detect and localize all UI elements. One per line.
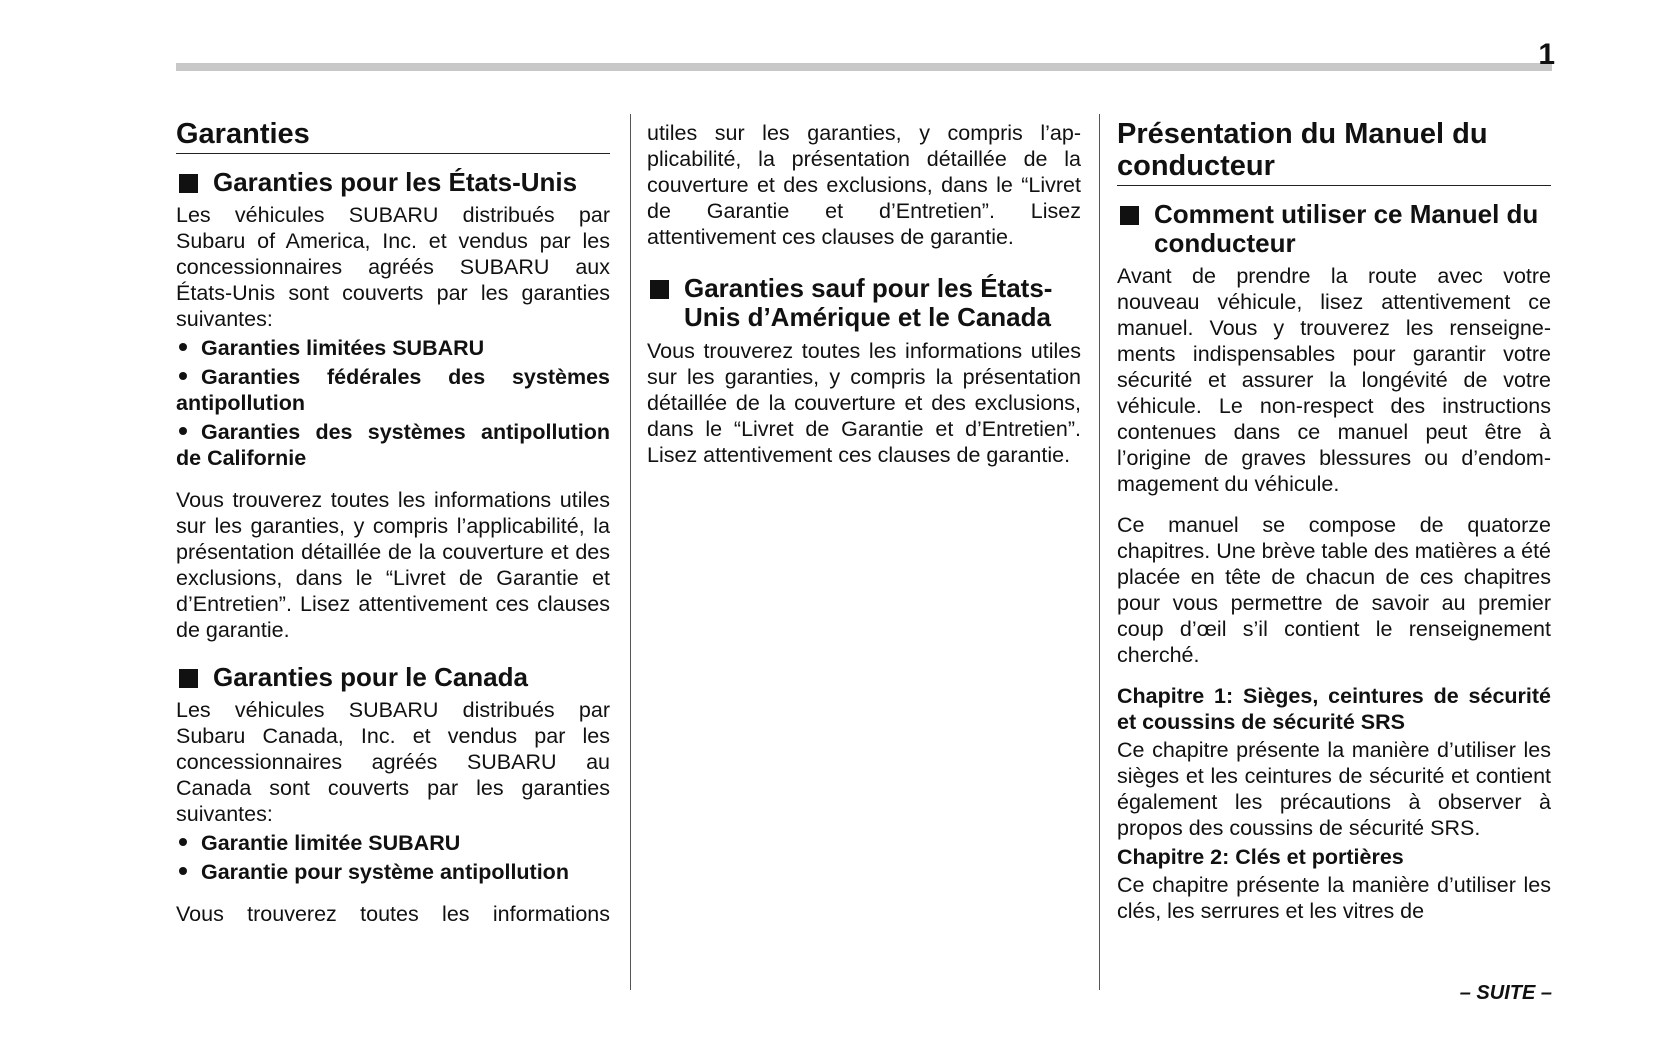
section-title-presentation: Présentation du Manuel du conducteur <box>1117 118 1551 186</box>
square-bullet-icon <box>179 669 198 688</box>
chapter-2-body: Ce chapitre présente la manière d’utiliser les clés, les serrures et les vitres de <box>1117 873 1551 923</box>
list-item: Garanties des systèmes antipollution de Californie <box>176 420 610 470</box>
us-info-paragraph: Vous trouverez toutes les informations utiles sur les garanties, y compris l’applicabilité, la présentation détaillée de la couverture et des exclusions, dans le “Livret de Garantie et d’Entretien”. Lisez attentivement ces clauses de garantie. <box>176 488 610 642</box>
howto-paragraph-1: Avant de prendre la route avec votre nouveau véhicule, lisez attentivement ce manuel. Vous y trouverez les renseignements indispensables pour garantir votre sécurité et assurer la longévité de votre véhicule. Le non-respect des instructions contenues dans ce manuel peut être à l’origine de graves blessures ou d’endommagement du véhicule. <box>1117 264 1551 496</box>
subsection-heading-howto <box>1117 200 1551 258</box>
us-intro-paragraph: Les véhicules SUBARU distribués par Subaru of America, Inc. et vendus par les concessionnaires agréés SUBARU aux États-Unis sont couverts par les garanties suivantes: <box>176 203 610 331</box>
square-bullet-icon <box>1120 206 1139 225</box>
chapter-1-title: Chapitre 1: Sièges, ceintures de sécurité et coussins de sécurité SRS <box>1117 684 1551 734</box>
bullet-icon <box>179 343 187 351</box>
header-rule <box>176 63 1552 71</box>
subsection-heading-text: Garanties pour le Canada <box>213 662 528 692</box>
bullet-icon <box>179 867 187 875</box>
list-item: Garantie limitée SUBARU <box>176 830 610 856</box>
column-divider <box>1099 114 1100 990</box>
other-countries-paragraph: Vous trouverez toutes les informations utiles sur les garanties, y compris la présentation détaillée de la couverture et des exclusions, dans le “Livret de Garantie et d’Entretien”. Lisez attentivement ces clauses de garantie. <box>647 339 1081 467</box>
canada-intro-paragraph: Les véhicules SUBARU distribués par Subaru Canada, Inc. et vendus par les concessionnaires agréés SUBARU au Canada sont couverts par les garanties suivantes: <box>176 698 610 826</box>
continued-indicator: – SUITE – <box>1459 982 1552 1004</box>
square-bullet-icon <box>650 280 669 299</box>
subsection-heading-text: Garanties sauf pour les États-Unis d’Amérique et le Canada <box>684 273 1053 332</box>
subsection-heading-canada <box>176 663 610 692</box>
column-2 <box>647 120 1081 468</box>
square-bullet-icon <box>179 174 198 193</box>
subsection-heading-other-countries <box>647 274 1081 332</box>
bullet-icon <box>179 838 187 846</box>
list-item: Garanties limitées SUBARU <box>176 335 610 361</box>
bullet-icon <box>179 427 187 435</box>
chapter-1-body: Ce chapitre présente la manière d’utiliser les sièges et les ceintures de sécurité et contient également les précautions à observer à propos des coussins de sécurité SRS. <box>1117 738 1551 840</box>
column-1 <box>176 118 610 927</box>
section-title-garanties: Garanties <box>176 118 610 154</box>
canada-info-paragraph-start: Vous trouverez toutes les informations <box>176 902 610 926</box>
page-number: 1 <box>1538 38 1555 71</box>
list-item: Garantie pour système antipollution <box>176 859 610 885</box>
column-3 <box>1117 118 1551 924</box>
subsection-heading-text: Garanties pour les États-Unis <box>213 167 578 197</box>
canada-warranty-list <box>176 830 610 885</box>
canada-info-paragraph-continued: utiles sur les garanties, y compris l’applicabilité, la présentation détaillée de la couverture et des exclusions, dans le “Livret de Garantie et d’Entretien”. Lisez attentivement ces clauses de garantie. <box>647 121 1081 249</box>
subsection-heading-text: Comment utiliser ce Manuel du conducteur <box>1154 199 1539 258</box>
column-divider <box>630 114 631 990</box>
bullet-icon <box>179 372 187 380</box>
howto-paragraph-2: Ce manuel se compose de quatorze chapitres. Une brève table des matières a été placée en tête de chacun de ces chapitres pour vous permettre de savoir au premier coup d’œil s’il contient le renseignement cherché. <box>1117 513 1551 667</box>
chapter-2-title: Chapitre 2: Clés et portières <box>1117 845 1404 869</box>
list-item: Garanties fédérales des systèmes antipollution <box>176 365 610 415</box>
us-warranty-list <box>176 335 610 471</box>
subsection-heading-us <box>176 168 610 197</box>
